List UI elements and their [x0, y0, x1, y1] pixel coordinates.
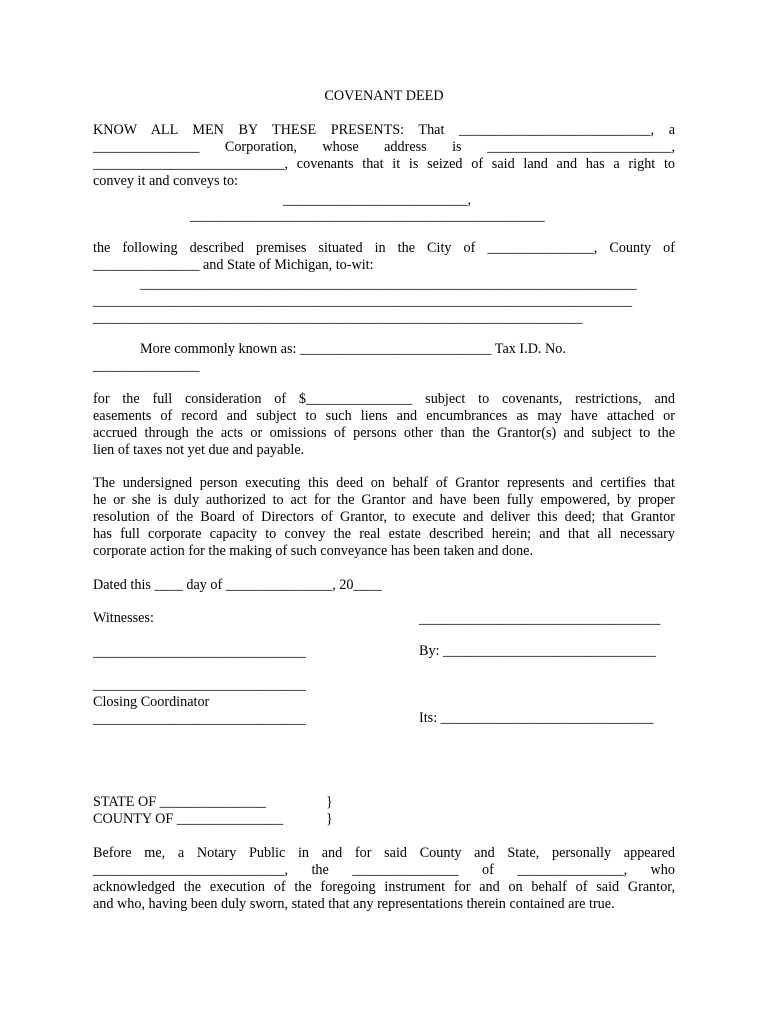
grantee-name-line: __________________________, [283, 192, 471, 208]
witness-signature-line-2: ______________________________ [93, 677, 306, 693]
p4-line-5: corporate action for the making of such conveyance has been taken and done. [93, 543, 534, 559]
legal-description-line-3: _____________________________________________________________________ [93, 310, 583, 326]
p3-line-3: accrued through the acts or omissions of persons other than the Grantor(s) and subject to the [93, 425, 675, 441]
p2-line-1: the following described premises situated in the City of _______________, County of [93, 240, 675, 256]
document-title: COVENANT DEED [324, 88, 444, 104]
state-of-line: STATE OF _______________ [93, 794, 267, 810]
p4-line-3: resolution of the Board of Directors of Grantor, to execute and deliver this deed; that Grantor [93, 509, 675, 525]
county-of-line: COUNTY OF _______________ [93, 811, 284, 827]
p4-line-4: has full corporate capacity to convey the real estate described herein; and that all necessary [93, 526, 675, 542]
p5-line-4: and who, having been duly sworn, stated that any representations therein contained are true. [93, 896, 615, 912]
venue-brace-1: } [326, 794, 333, 810]
p3-line-1: for the full consideration of $_______________ subject to covenants, restrictions, and [93, 391, 675, 407]
known-as-line: More commonly known as: ___________________________ Tax I.D. No. [140, 341, 566, 357]
grantee-address-line: __________________________________________________ [190, 208, 545, 224]
p2-line-2: _______________ and State of Michigan, to-wit: [93, 257, 374, 273]
p1-line-3: ___________________________, covenants that it is seized of said land and has a right to [93, 156, 675, 172]
p5-line-3: acknowledged the execution of the foregoing instrument for and on behalf of said Grantor, [93, 879, 675, 895]
venue-brace-2: } [326, 811, 333, 827]
witnesses-label: Witnesses: [93, 610, 154, 626]
p5-line-2: ___________________________, the _______________ of _______________, who [93, 862, 675, 878]
legal-description-line-1: ______________________________________________________________________ [140, 276, 637, 292]
p3-line-4: lien of taxes not yet due and payable. [93, 442, 305, 458]
closing-coordinator-label: Closing Coordinator [93, 694, 210, 710]
p4-line-1: The undersigned person executing this deed on behalf of Grantor represents and certifies that [93, 475, 675, 491]
p1-line-4: convey it and conveys to: [93, 173, 238, 189]
dated-line: Dated this ____ day of _______________, 20____ [93, 577, 382, 593]
by-signature-line: By: ______________________________ [419, 643, 656, 659]
grantor-signature-line: __________________________________ [419, 611, 661, 627]
p5-line-1: Before me, a Notary Public in and for said County and State, personally appeared [93, 845, 675, 861]
tax-id-line: _______________ [93, 358, 200, 374]
p3-line-2: easements of record and subject to such liens and encumbrances as may have attached or [93, 408, 675, 424]
its-title-line: Its: ______________________________ [419, 710, 654, 726]
legal-description-line-2: ____________________________________________________________________________ [93, 293, 633, 309]
witness-signature-line-1: ______________________________ [93, 644, 306, 660]
p1-line-1: KNOW ALL MEN BY THESE PRESENTS: That ___________________________, a [93, 122, 675, 138]
p4-line-2: he or she is duly authorized to act for the Grantor and have been fully empowered, by proper [93, 492, 675, 508]
p1-line-2: _______________ Corporation, whose address is __________________________, [93, 139, 675, 155]
witness-signature-line-3: ______________________________ [93, 711, 306, 727]
